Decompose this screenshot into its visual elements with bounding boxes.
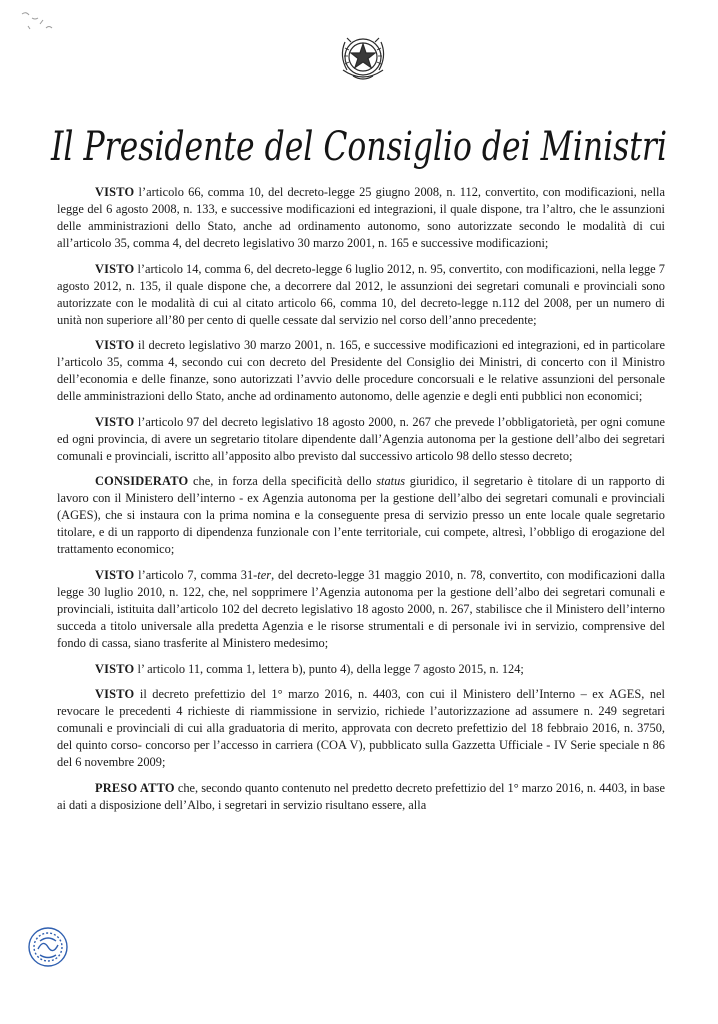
paragraph-visto-3	[57, 337, 665, 405]
paragraph-text: l’articolo 66, comma 10, del decreto-legge 25 giugno 2008, n. 112, convertito, con modificazioni, nella legge del 6 agosto 2008, n. 133, e successive modificazioni ed integrazioni, il quale dispone, tra l’altro, che le assunzioni delle amministrazioni dello Stato, anche ad ordinamento autonomo, sono autorizzate secondo le modalità di cui all’articolo 35, comma 4, del decreto legislativo 30 marzo 2001, n. 165 e successive modificazioni;	[57, 185, 665, 250]
paragraph-visto-4	[57, 414, 665, 465]
paragraph-text: l’articolo 7, comma 31-	[134, 567, 258, 582]
paragraph-visto-7	[57, 686, 665, 771]
italic-term: ter	[257, 567, 272, 582]
keyword: VISTO	[95, 567, 135, 582]
paragraph-text: l’ articolo 11, comma 1, lettera b), punto 4), della legge 7 agosto 2015, n. 124;	[134, 661, 524, 676]
paragraph-text: il decreto prefettizio del 1° marzo 2016, n. 4403, con cui il Ministero dell’Interno – ex AGES, nel revocare le precedenti 4 richieste di riammissione in servizio, richiede l’autorizzazione ad assumere n. 249 segretari comunali e provinciali di cui alla graduatoria di merito, approvata con decreto prefettizio del 18 febbraio 2016, n. 3750, del quinto corso- concorso per l’accesso in carriera (COA V), pubblicato sulla Gazzetta Ufficiale - IV Serie speciale n 86 del 6 novembre 2009;	[57, 687, 665, 770]
paragraph-text: l’articolo 14, comma 6, del decreto-legge 6 luglio 2012, n. 95, convertito, con modificazioni, nella legge 7 agosto 2012, n. 135, il quale dispone che, a decorrere dal 2012, le assunzioni dei segretari comunali e provinciali sono autorizzate con le modalità di cui al citato articolo 66, comma 10, del decreto-legge n.112 del 2008, per un numero di unità non superiore all’80 per cento di quelle cessate dal servizio nel corso dell’anno precedente;	[57, 261, 665, 327]
keyword: VISTO	[95, 687, 135, 702]
page-title: Il Presidente del Consiglio dei Ministri	[50, 124, 667, 170]
scan-smudge-mark	[18, 8, 64, 36]
keyword: VISTO	[95, 261, 135, 276]
keyword: VISTO	[95, 661, 135, 676]
document-body	[57, 184, 665, 822]
keyword: PRESO ATTO	[95, 780, 175, 795]
republic-emblem-icon	[337, 30, 389, 88]
paragraph-visto-5	[57, 567, 665, 652]
keyword: CONSIDERATO	[95, 474, 189, 489]
paragraph-text: che, in forza della specificità dello	[188, 474, 377, 489]
paragraph-text: giuridico, il segretario è titolare di un rapporto di lavoro con il Ministero dell’interno - ex Agenzia autonoma per la gestione dell’albo dei segretari comunali e provinciali (AGES), che si instaura con la prima nomina e la conseguente presa di servizio presso un ente locale quale segretario titolare, e di un rapporto di dipendenza funzionale con l’ente territoriale, cui compete, altresì, l’obbligo di erogazione del trattamento economico;	[57, 474, 665, 557]
seal-stamp-icon	[26, 925, 70, 969]
keyword: VISTO	[95, 338, 135, 353]
paragraph-text: il decreto legislativo 30 marzo 2001, n. 165, e successive modificazioni ed integrazioni, ed in particolare l’articolo 35, comma 4, secondo cui con decreto del Presidente del Consiglio dei Ministri, di concerto con il Ministro dell’economia e delle finanze, sono autorizzati l’avvio delle procedure concorsuali e le relative assunzioni del personale delle amministrazioni dello Stato, anche ad ordinamento autonomo, delle agenzie e degli enti pubblici non economici;	[57, 338, 665, 404]
paragraph-text: l’articolo 97 del decreto legislativo 18 agosto 2000, n. 267 che prevede l’obbligatorietà, per ogni comune ed ogni provincia, di avere un segretario titolare dipendente dall’Agenzia autonoma per la gestione dell’albo dei segretari comunali e provinciali, iscritto all’apposito albo previsto dal successivo articolo 98 dello stesso decreto;	[57, 414, 665, 463]
italic-term: status	[376, 474, 406, 489]
paragraph-considerato	[57, 473, 665, 558]
paragraph-visto-2	[57, 261, 665, 329]
paragraph-text: , del decreto-legge 31 maggio 2010, n. 78, convertito, con modificazioni dalla legge 30 luglio 2010, n. 122, che, nel sopprimere l’Agenzia autonoma per la gestione dell’albo dei segretari comunali e provinciali, istituita dall’articolo 102 del decreto legislativo 18 agosto 2000, n. 267, stabilisce che il Ministero dell’interno succeda a titolo universale alla predetta Agenzia e le risorse strumentali e di personale ivi in servizio, comprensive del fondo di cassa, siano trasferite al Ministero medesimo;	[57, 567, 665, 650]
paragraph-preso-atto	[57, 780, 665, 814]
keyword: VISTO	[95, 185, 135, 199]
keyword: VISTO	[95, 414, 135, 429]
paragraph-text: che, secondo quanto contenuto nel predetto decreto prefettizio del 1° marzo 2016, n. 4403, in base ai dati a disposizione dell’Albo, i segretari in servizio risultano essere, alla	[57, 780, 665, 812]
heading-script	[0, 124, 718, 174]
paragraph-visto-6	[57, 661, 665, 678]
paragraph-visto-1	[57, 184, 665, 252]
